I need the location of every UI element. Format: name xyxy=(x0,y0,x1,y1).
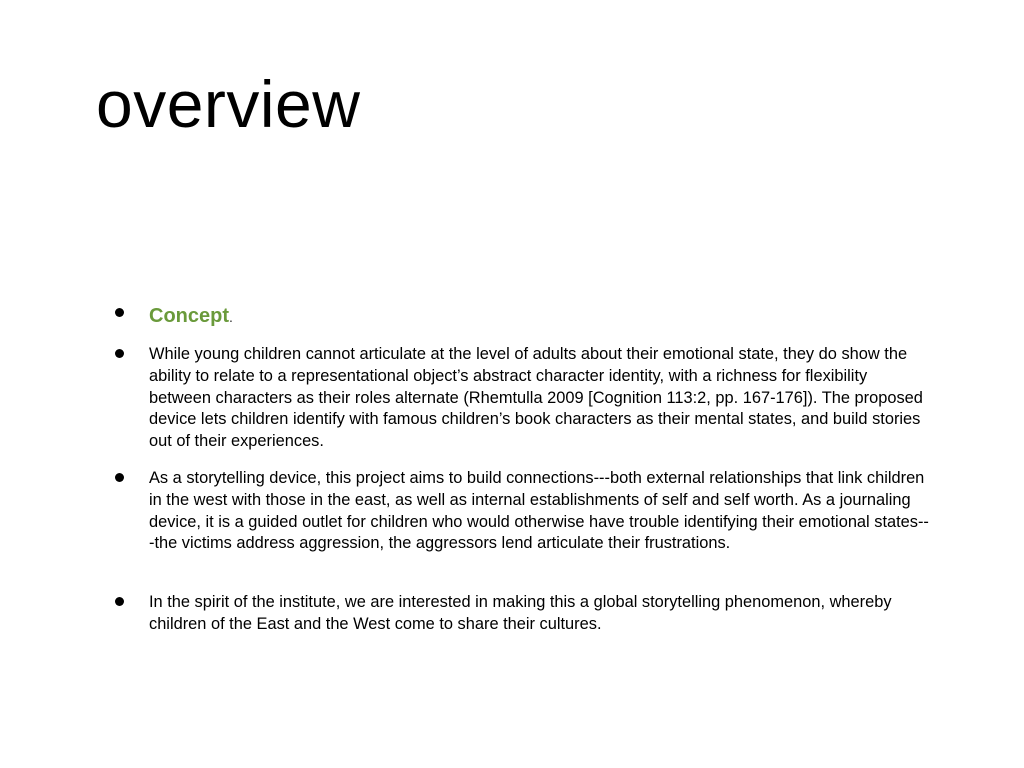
bullet-text: In the spirit of the institute, we are interested in making this a global storytelling phenomenon, whereby children of the East and the West come to share their cultures. xyxy=(149,593,892,633)
concept-heading xyxy=(149,302,929,331)
bullet-text: As a storytelling device, this project aims to build connections---both external relationships that link children in the west with those in the east, as well as internal establishments of self and self worth. As a journaling device, it is a guided outlet for children who would otherwise have trouble identifying their emotional states---the victims address aggression, the aggressors lend articulate their frustrations. xyxy=(149,469,929,553)
bullet-dot-icon xyxy=(115,473,124,482)
bullet-dot-icon xyxy=(115,597,124,606)
concept-period: . xyxy=(229,309,233,325)
concept-label: Concept xyxy=(149,305,229,327)
bullet-dot-icon xyxy=(115,308,124,317)
slide-title: overview xyxy=(96,67,361,141)
bullet-dot-icon xyxy=(115,349,124,358)
bullet-text: While young children cannot articulate at the level of adults about their emotional state, they do show the ability to relate to a representational object’s abstract character identity, with a richness for flexibility between characters as their roles alternate (Rhemtulla 2009 [Cognition 113:2, pp. 167-176]). The proposed device lets children identify with famous children’s book characters as their mental states, and build stories out of their experiences. xyxy=(149,345,923,451)
